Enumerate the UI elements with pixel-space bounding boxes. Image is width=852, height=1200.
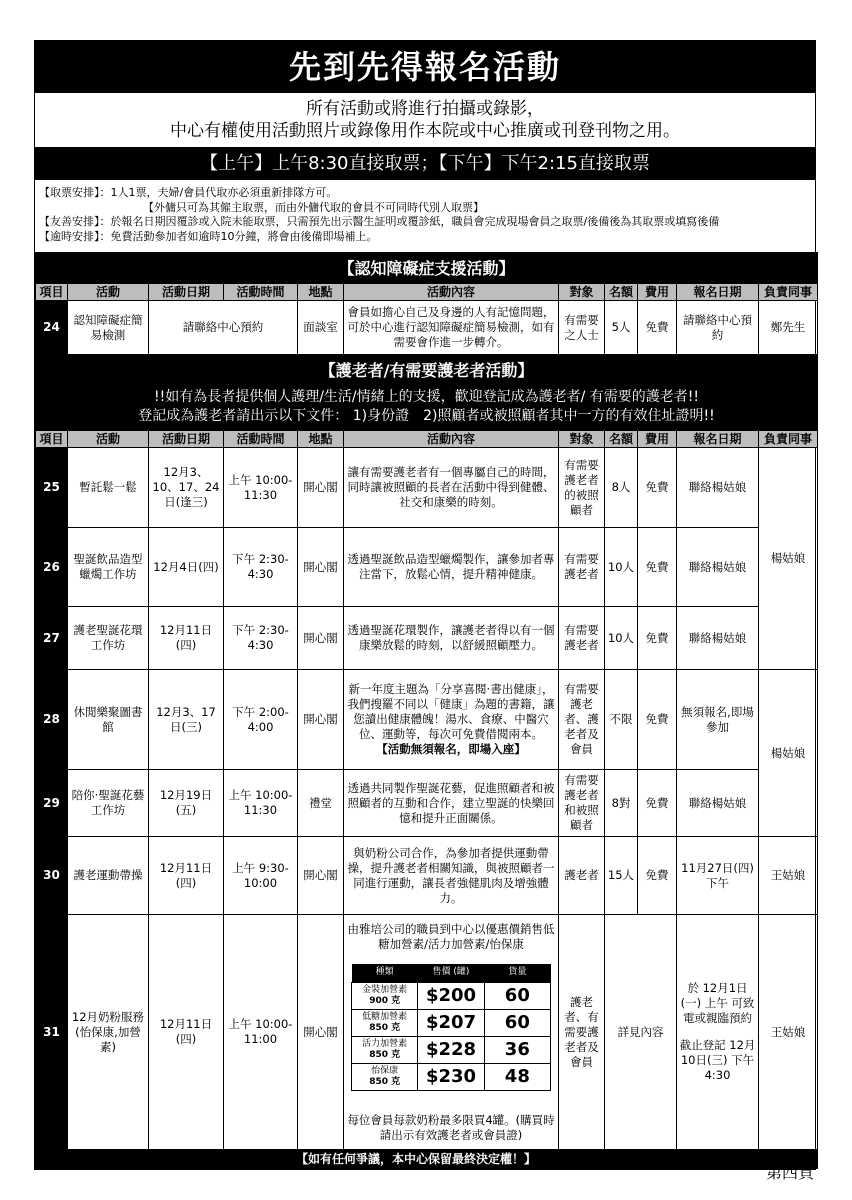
milk-row: [352, 1063, 551, 1090]
activity-time: 下午 2:30-4:30: [224, 607, 298, 670]
footer-disclaimer: 【如有任何爭議，本中心保留最終決定權！】: [36, 1150, 818, 1169]
milk-name: 低糖加營素: [362, 1011, 408, 1022]
milk-kind: [352, 982, 418, 1009]
location: 禮堂: [298, 770, 344, 837]
location: 開心閣: [298, 528, 344, 607]
notice-line: 中心有權使用活動照片或錄像用作本院或中心推廣或刊登刊物之用。: [170, 121, 680, 141]
item-number: 24: [36, 301, 68, 355]
quota-fee: 詳見內容: [605, 915, 677, 1150]
location: 開心閣: [298, 670, 344, 770]
arrangement-line: 【逾時安排】：免費活動參加者如逾時10分鐘，將會由後備即場補上。: [39, 229, 378, 243]
milk-size: 900 克: [369, 995, 401, 1006]
target: 有需要護老者的被照顧者: [559, 448, 605, 528]
activity-name: 護老運動帶操: [68, 837, 149, 915]
description: 會員如擔心自己及身邊的人有記憶問題，可於中心進行認知障礙症簡易檢測，如有需要會作進一步轉介。: [344, 301, 559, 355]
arrangement-line: 【友善安排】：於報名日期因覆診或入院未能取票，只需預先出示醫生証明或覆診紙，職員會完成現場會員之取票/後備後為其取票或填寫後備: [39, 215, 720, 228]
activity-sheet: [34, 40, 816, 1170]
arrangements: [35, 180, 815, 252]
activity-name: 護老聖誕花環工作坊: [68, 607, 149, 670]
target: 有需要護老者和被照顧者: [559, 770, 605, 837]
column-header: 活動時間: [224, 431, 298, 448]
quota: 8對: [605, 770, 638, 837]
notice-line: 登記成為護老者請出示以下文件： 1)身份證 2)照顧者或被照顧者其中一方的有效住址證明!!: [138, 408, 715, 424]
column-header: 費用: [638, 284, 677, 301]
description-note: 【活動無須報名，即場入座】: [376, 742, 526, 756]
column-header: 對象: [559, 431, 605, 448]
page-title: 先到先得報名活動: [35, 41, 815, 93]
fee: 免費: [638, 448, 677, 528]
target: 護老者: [559, 837, 605, 915]
description-text: 讓有需要護老者有一個專屬自己的時間，同時讓被照顧的長者在活動中得到健體、社交和康樂的時刻。: [347, 465, 555, 509]
signup-date: 聯絡楊姑娘: [677, 528, 759, 607]
description-text: 新一年度主題為「分享喜閱·書出健康」，我們搜羅不同以「健康」為題的書籍，讓您讀出健康體魄！湯水、食療、中醫穴位、運動等，每次可免費借閱兩本。: [347, 682, 555, 741]
column-header: 活動: [68, 431, 149, 448]
activity-date: 12月4日(四): [149, 528, 224, 607]
milk-price: $228: [418, 1036, 484, 1063]
signup-date: 11月27日(四) 下午: [677, 837, 759, 915]
description: [344, 770, 559, 837]
target: 有需要護老者、護老者及會員: [559, 670, 605, 770]
column-header: 名額: [605, 431, 638, 448]
column-header: 活動內容: [344, 284, 559, 301]
milk-name: 活力加營素: [362, 1038, 408, 1049]
arrangement-line: 【外傭只可為其僱主取票，而由外傭代取的會員不可同時代別人取票】: [143, 200, 484, 214]
activity-time: 上午 10:00-11:00: [224, 915, 298, 1150]
milk-price-table: [351, 964, 551, 1091]
table-row: [36, 770, 818, 837]
table-row: [36, 301, 818, 355]
fee: 免費: [638, 770, 677, 837]
milk-price: $200: [418, 982, 484, 1009]
fee: 免費: [638, 607, 677, 670]
description-text: 與奶粉公司合作，為參加者提供運動帶操，提升護老者相關知識，與被照顧者一同進行運動，讓長者強健肌肉及增強體力。: [347, 845, 555, 905]
staff: 王姑娘: [759, 915, 818, 1150]
column-header: 地點: [298, 284, 344, 301]
milk-kind: [352, 1036, 418, 1063]
milk-kind: [352, 1063, 418, 1090]
activity-date: 12月11日(四): [149, 837, 224, 915]
target: 有需要之人士: [559, 301, 605, 355]
milk-name: 金裝加營素: [362, 984, 408, 995]
staff: 鄭先生: [759, 301, 818, 355]
column-header: 負責同事: [759, 431, 818, 448]
milk-row: [352, 1009, 551, 1036]
quota: 10人: [605, 607, 638, 670]
milk-column-header: 種類: [352, 964, 418, 983]
column-header: 活動內容: [344, 431, 559, 448]
column-header: 活動時間: [224, 284, 298, 301]
section-notice: [36, 386, 818, 431]
item-number: 27: [36, 607, 68, 670]
column-header: 費用: [638, 431, 677, 448]
quota: 15人: [605, 837, 638, 915]
column-header: 負責同事: [759, 284, 818, 301]
footer-row: [36, 1150, 818, 1169]
fee: 免費: [638, 670, 677, 770]
milk-stock: 36: [484, 1036, 550, 1063]
notice-line: 所有活動或將進行拍攝或錄影，: [306, 99, 544, 119]
description: [344, 837, 559, 915]
header-row: [36, 284, 818, 301]
activity-name: 認知障礙症簡易檢測: [68, 301, 149, 355]
signup-line: 於 12月1日(一) 上午 可致電或親臨預約: [680, 981, 755, 1025]
milk-row: [352, 982, 551, 1009]
activity-date: 12月11日(四): [149, 607, 224, 670]
page-number: 第四頁: [765, 1163, 814, 1182]
milk-stock: 60: [484, 982, 550, 1009]
header-row: [36, 431, 818, 448]
fee: 免費: [638, 528, 677, 607]
milk-column-header: 貨量: [484, 964, 550, 983]
activity-name: 12月奶粉服務(怡保康,加營素): [68, 915, 149, 1150]
column-header: 項目: [36, 431, 68, 448]
activity-time: 上午 10:00-11:30: [224, 770, 298, 837]
activity-time: 上午 9:30-10:00: [224, 837, 298, 915]
item-number: 29: [36, 770, 68, 837]
milk-size: 850 克: [369, 1049, 401, 1060]
quota: 5人: [605, 301, 638, 355]
target: 有需要護老者: [559, 607, 605, 670]
location: 開心閣: [298, 915, 344, 1150]
activity-time: 下午 2:30-4:30: [224, 528, 298, 607]
table-row: [36, 607, 818, 670]
arrangement-line: 【取票安排】：1人1票，夫婦/會員代取亦必須重新排隊方可。: [39, 186, 338, 199]
table-row: [36, 915, 818, 1150]
column-header: 活動: [68, 284, 149, 301]
section-title: 【護老者/有需要護老者活動】: [36, 355, 818, 386]
ticket-time-bar: 【上午】上午8:30直接取票；【下午】下午2:15直接取票: [35, 148, 815, 180]
quota: 10人: [605, 528, 638, 607]
signup-date: [677, 915, 759, 1150]
activity-name: 暫託鬆一鬆: [68, 448, 149, 528]
notice-line: !!如有為長者提供個人護理/生活/情緒上的支援，歡迎登記成為護老者/ 有需要的護老者!!: [153, 389, 700, 405]
milk-column-header: 售價 (罐): [418, 964, 484, 983]
item-number: 31: [36, 915, 68, 1150]
photo-notice: [35, 93, 815, 148]
section-title: 【認知障礙症支援活動】: [36, 253, 818, 284]
activity-name: 陪你·聖誕花藝工作坊: [68, 770, 149, 837]
location: 開心閣: [298, 837, 344, 915]
activity-date: 12月3、10、17、24日(逢三): [149, 448, 224, 528]
table-row: [36, 670, 818, 770]
column-header: 報名日期: [677, 284, 759, 301]
staff: 楊姑娘: [759, 670, 818, 837]
signup-date: 聯絡楊姑娘: [677, 448, 759, 528]
location: 開心閣: [298, 607, 344, 670]
column-header: 名額: [605, 284, 638, 301]
target: 護老者、有需要護老者及會員: [559, 915, 605, 1150]
milk-name: 怡保康: [371, 1065, 399, 1076]
column-header: 對象: [559, 284, 605, 301]
section-notice: [36, 386, 818, 431]
description-text: 透過聖誕花環製作，讓護老者得以有一個康樂放鬆的時刻，以舒緩照顧壓力。: [347, 623, 555, 652]
milk-size: 850 克: [369, 1076, 401, 1087]
activity-date: 12月3、17日(三): [149, 670, 224, 770]
signup-date: 聯絡楊姑娘: [677, 770, 759, 837]
section-header: [36, 355, 818, 386]
signup-date: 無須報名,即場參加: [677, 670, 759, 770]
column-header: 活動日期: [149, 431, 224, 448]
description-text: 透過聖誕飲品造型蠟燭製作，讓參加者專注當下，放鬆心情，提升精神健康。: [347, 552, 555, 581]
target: 有需要護老者: [559, 528, 605, 607]
activity-name: 聖誕飲品造型蠟燭工作坊: [68, 528, 149, 607]
column-header: 活動日期: [149, 284, 224, 301]
activity-time: 上午 10:00-11:30: [224, 448, 298, 528]
fee: 免費: [638, 837, 677, 915]
description: [344, 915, 559, 1150]
item-number: 26: [36, 528, 68, 607]
description-bottom: 每位會員每款奶粉最多限買4罐。(購買時請出示有效護老者或會員證): [347, 1112, 555, 1142]
signup-deadline: 截止登記 12月10日(三) 下午4:30: [679, 1038, 756, 1082]
item-number: 30: [36, 837, 68, 915]
description: [344, 448, 559, 528]
activity-date: 12月11日(四): [149, 915, 224, 1150]
location: 面談室: [298, 301, 344, 355]
item-number: 25: [36, 448, 68, 528]
activity-table: [35, 252, 818, 1169]
milk-stock: 60: [484, 1009, 550, 1036]
milk-row: [352, 1036, 551, 1063]
description-top: 由雅培公司的職員到中心以優惠價銷售低糖加營素/活力加營素/怡保康: [347, 921, 555, 951]
description-text: 透過共同製作聖誕花藝，促進照顧者和被照顧者的互動和合作，建立聖誕的快樂回憶和提升正面關係。: [347, 780, 555, 825]
signup-date: 聯絡楊姑娘: [677, 607, 759, 670]
activity-name: 休閒樂聚圖書館: [68, 670, 149, 770]
activity-date: 12月19日(五): [149, 770, 224, 837]
milk-kind: [352, 1009, 418, 1036]
fee: 免費: [638, 301, 677, 355]
staff: 王姑娘: [759, 837, 818, 915]
milk-stock: 48: [484, 1063, 550, 1090]
location: 開心閣: [298, 448, 344, 528]
staff: 楊姑娘: [759, 448, 818, 670]
description: [344, 607, 559, 670]
activity-time: 下午 2:00-4:00: [224, 670, 298, 770]
milk-size: 850 克: [369, 1022, 401, 1033]
quota: 8人: [605, 448, 638, 528]
column-header: 報名日期: [677, 431, 759, 448]
table-row: [36, 448, 818, 528]
section-header: [36, 253, 818, 284]
table-row: [36, 528, 818, 607]
activity-date-time: 請聯絡中心預約: [149, 301, 298, 355]
milk-price: $230: [418, 1063, 484, 1090]
milk-price: $207: [418, 1009, 484, 1036]
quota: 不限: [605, 670, 638, 770]
item-number: 28: [36, 670, 68, 770]
description: [344, 670, 559, 770]
signup-date: 請聯絡中心預約: [677, 301, 759, 355]
column-header: 項目: [36, 284, 68, 301]
description: [344, 528, 559, 607]
column-header: 地點: [298, 431, 344, 448]
table-row: [36, 837, 818, 915]
